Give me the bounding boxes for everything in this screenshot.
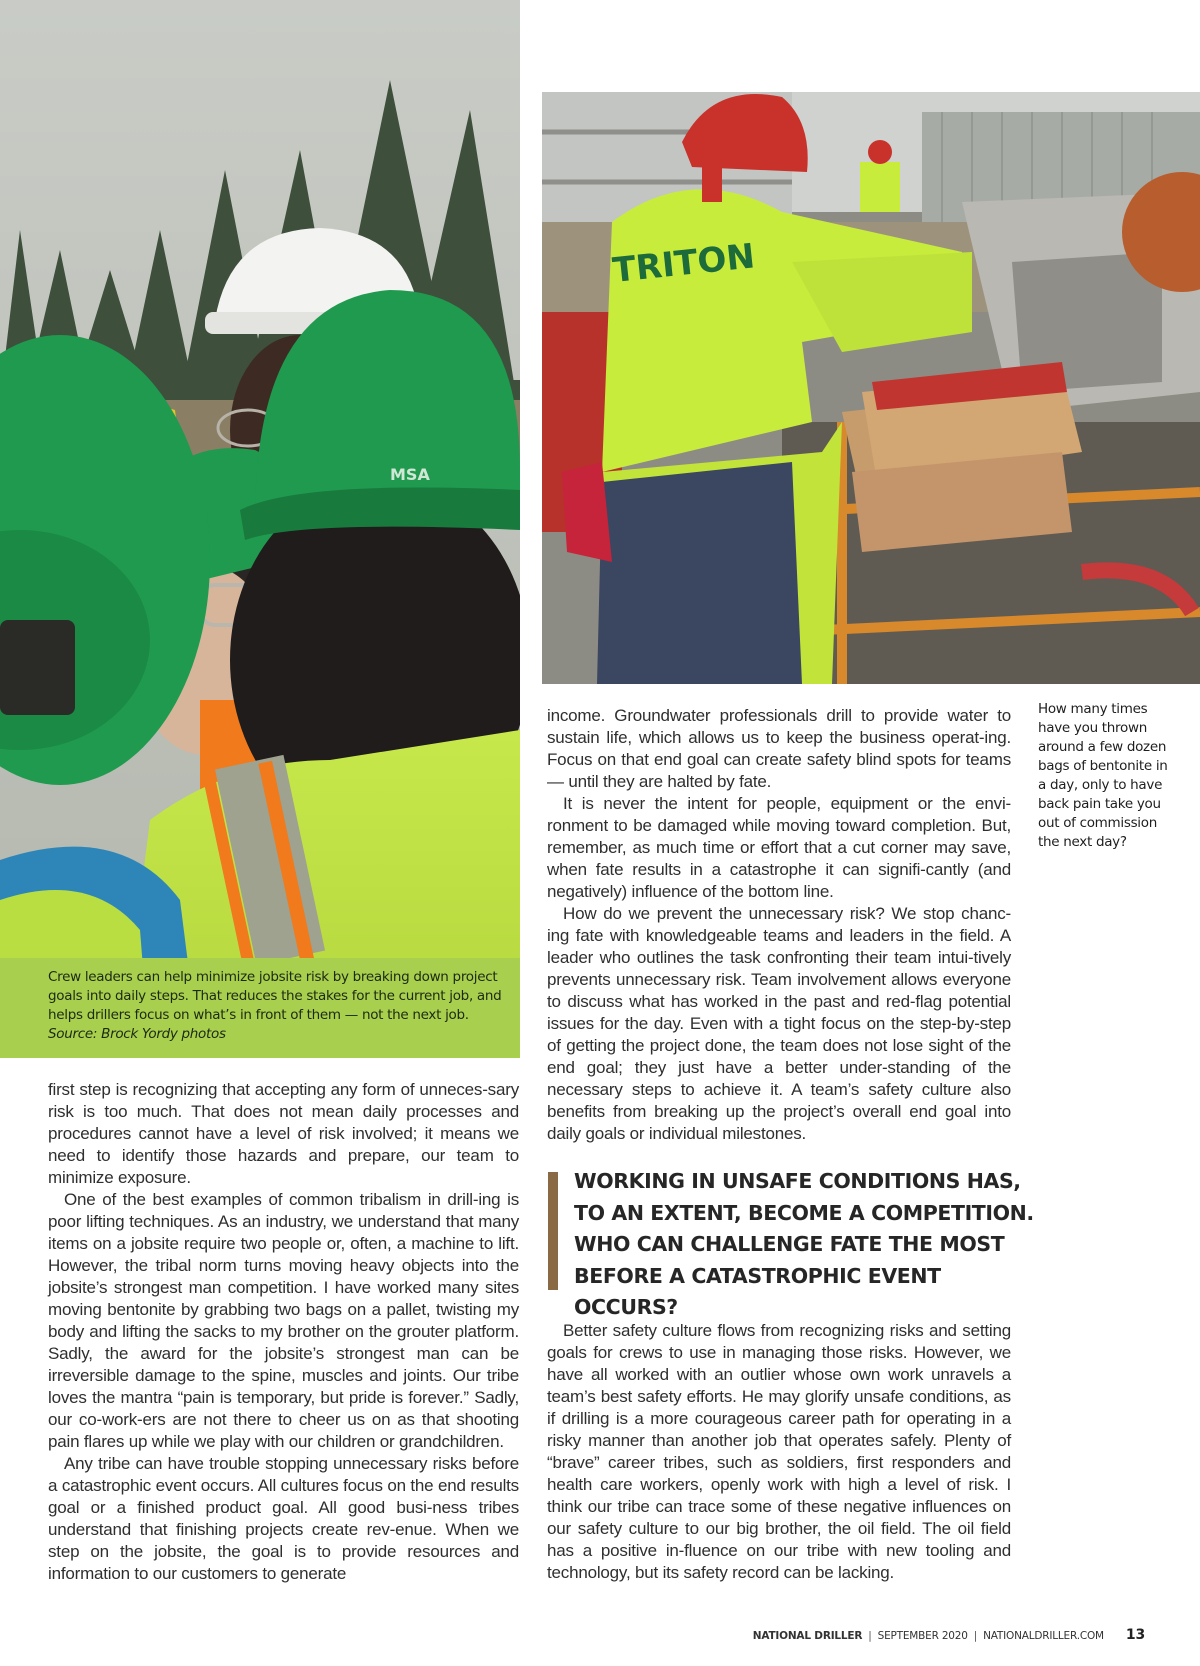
crew-hardhats-photo [0,0,520,1058]
pull-quote-line: BEFORE A CATASTROPHIC EVENT OCCURS? [574,1263,941,1319]
crew-hardhats-illustration [0,0,520,1058]
footer-separator: | [868,1630,872,1642]
pull-quote-bar [548,1172,558,1290]
hardhat-brand-mark: MSA [390,465,430,484]
footer-brand: NATIONAL DRILLER [752,1630,863,1642]
article-paragraph: income. Groundwater professionals drill to provide water to sustain life, which allows us to keep the business operat-ing. Focus on that end goal can create safety blind spots for teams — until they are halted by fate. [547,706,1011,791]
photo-caption [48,968,510,1044]
article-paragraph: first step is recognizing that accepting any form of unneces-sary risk is too much. That does not mean daily processes and procedures cannot have a level of risk involved; it means we need to identify those hazards and prepare, our team to minimize exposure. [48,1080,519,1187]
article-paragraph: Any tribe can have trouble stopping unnecessary risks before a catastrophic event occurs. All cultures focus on the end results goal or a finished product goal. All good busi-ness tribes understand that finishing projects create rev-enue. When we step on the jobsite, the goal is to provide resources and information to our customers to generate [48,1454,519,1583]
article-paragraph: It is never the intent for people, equipment or the envi-ronment to be damaged while moving toward completion. But, remember, as much time or effort that a cut corner may save, when fate results in a catastrophe it can signifi-cantly (and negatively) influence of the bottom line. [547,794,1011,901]
pull-quote-line: WHO CAN CHALLENGE FATE THE MOST [574,1232,1005,1256]
pull-quote-text [574,1166,1044,1324]
page-number: 13 [1125,1627,1145,1643]
footer-issue: SEPTEMBER 2020 [877,1630,968,1642]
jacket-logo: TRITON [610,236,757,291]
driller-grouter-photo [542,92,1200,684]
driller-grouter-illustration [542,92,1200,684]
article-paragraph: One of the best examples of common tribalism in drill-ing is poor lifting techniques. As an industry, we understand that many items on a jobsite require two people or, often, a machine to lift. However, the tribal norm turns moving heavy objects into the jobsite’s strongest man competition. I have worked many sites moving bentonite by grabbing two bags on a pallet, twisting my body and lifting the sacks to my brother on the grouter platform. Sadly, the award for the jobsite’s strongest man can be irreversible damage to the spine, muscles and joints. Our tribe loves the mantra “pain is temporary, but pride is forever.” Sadly, our co-work-ers are not there to cheer us on as that shooting pain flares up while we play with our children or grandchildren. [48,1190,519,1451]
caption-text: Crew leaders can help minimize jobsite risk by breaking down project goals into daily steps. That reduces the stakes for the current job, and helps drillers focus on what’s in front of them — not the next job. [48,969,502,1023]
pull-quote-line: WORKING IN UNSAFE CONDITIONS HAS, [574,1169,1021,1193]
sidebar-callout: How many times have you thrown around a few dozen bags of bentonite in a day, only to have back pain take you out of commission the next day? [1038,701,1168,850]
pull-quote-line: TO AN EXTENT, BECOME A COMPETITION. [574,1200,1034,1225]
footer-separator: | [973,1630,978,1642]
pull-quote [548,1169,1038,1319]
footer-website[interactable]: NATIONALDRILLER.COM [983,1630,1104,1642]
article-column-left [48,1079,519,1585]
caption-source: Source: Brock Yordy photos [48,1026,226,1042]
article-column-right-top [547,705,1011,1145]
article-paragraph: Better safety culture flows from recognizing risks and setting goals for crews to use in managing those risks. However, we have all worked with an outlier whose own work unravels a team’s best safety efforts. He may glorify unsafe conditions, as if drilling is a more courageous career path for operating in a risky manner than another job that operates safely. Plenty of “brave” career tribes, such as soldiers, first responders and health care workers, openly work with high a level of risk. I think our tribe can trace some of these negative influences on our safety culture to our big brother, the oil field. The oil field has a positive in-fluence on our tribe with new tooling and technology, but its safety record can be lacking. [547,1321,1011,1582]
article-column-right-bottom [547,1320,1011,1584]
article-paragraph: How do we prevent the unnecessary risk? We stop chanc-ing fate with knowledgeable teams and leaders in the field. A leader who outlines the task confronting their team intui-tively prevents unnecessary risk. Team involvement allows everyone to discuss what has worked in the past and red-flag potential issues for the day. Even with a tight focus on the step-by-step of getting the project done, the team does not lose sight of the end goal; they just have a better under-standing of the necessary steps to achieve it. A team’s safety culture also benefits from breaking up the project’s overall end goal into daily goals or individual milestones. [547,904,1011,1143]
page-footer [753,1627,1145,1643]
